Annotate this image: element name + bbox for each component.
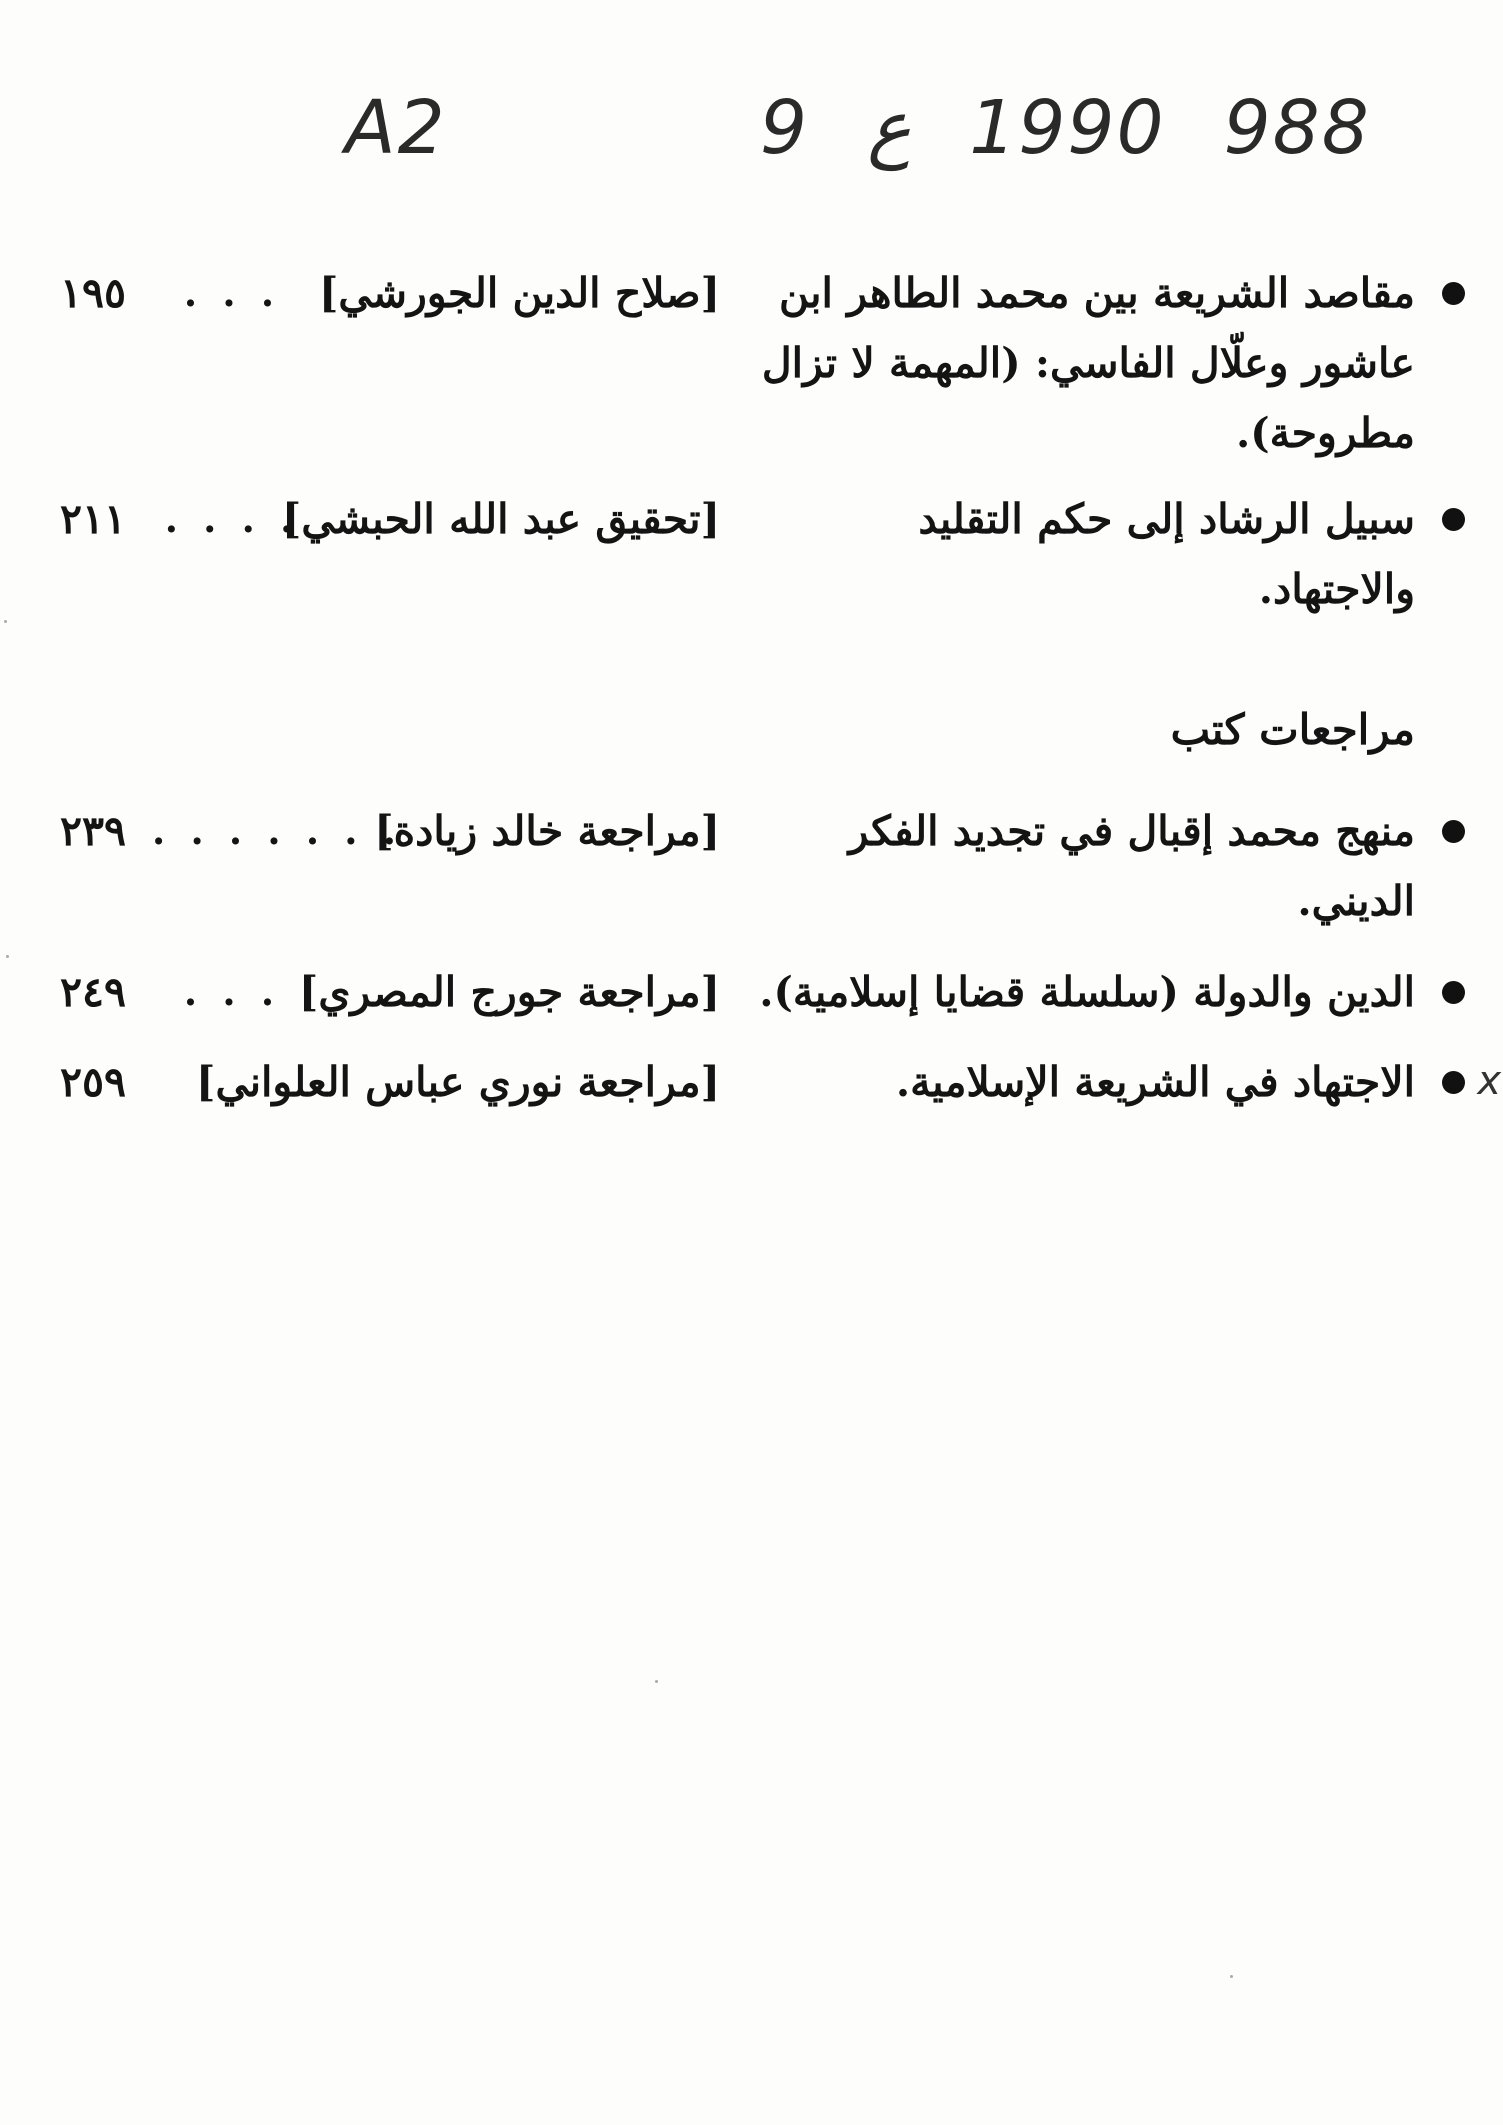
page-number: ٢٣٩ xyxy=(60,807,127,855)
handwritten-code: 988 xyxy=(1223,85,1371,171)
leader-dots: . . . xyxy=(183,270,281,315)
handwritten-issue-number: 9 xyxy=(760,85,810,171)
scan-speck xyxy=(1230,1975,1233,1978)
page-number: ٢٥٩ xyxy=(60,1058,127,1106)
leader-dots: . . . . xyxy=(164,496,300,541)
entry-author: [مراجعة خالد زيادة] xyxy=(374,807,720,855)
entry-title: الاجتهاد في الشريعة الإسلامية. xyxy=(895,1058,1415,1106)
entry-title: الدين والدولة (سلسلة قضايا إسلامية). xyxy=(759,968,1415,1016)
handwritten-margin-mark: x xyxy=(1477,1058,1501,1104)
page-number: ٢١١ xyxy=(60,495,127,543)
handwritten-annotation-left: A2 xyxy=(345,85,447,171)
entry-author: [مراجعة جورج المصري] xyxy=(298,968,720,1016)
bullet-icon xyxy=(1442,282,1465,305)
scan-speck xyxy=(4,620,7,623)
page-number: ١٩٥ xyxy=(60,269,127,317)
entry-author: [مراجعة نوري عباس العلواني] xyxy=(196,1058,720,1106)
entry-title: منهج محمد إقبال في تجديد الفكر الديني. xyxy=(848,807,1415,925)
handwritten-year: 1990 xyxy=(969,85,1166,171)
bullet-icon xyxy=(1442,820,1465,843)
section-heading: مراجعات كتب xyxy=(1170,705,1415,754)
scan-speck xyxy=(655,1680,658,1683)
bullet-icon xyxy=(1442,981,1465,1004)
leader-dots: . . . xyxy=(183,969,281,1014)
bullet-icon xyxy=(1442,508,1465,531)
entry-title: سبيل الرشاد إلى حكم التقليد والاجتهاد. xyxy=(918,495,1415,613)
entry-author: [تحقيق عبد الله الحبشي] xyxy=(281,495,720,543)
page-number: ٢٤٩ xyxy=(60,968,127,1016)
handwritten-annotation-right xyxy=(760,85,1371,175)
handwritten-letter: ع xyxy=(867,85,912,171)
scan-speck xyxy=(6,955,9,958)
bullet-icon xyxy=(1442,1071,1465,1094)
entry-author: [صلاح الدين الجورشي] xyxy=(319,269,720,317)
entry-title: مقاصد الشريعة بين محمد الطاهر ابن عاشور وعلّال الفاسي: (المهمة لا تزال مطروحة). xyxy=(761,269,1415,457)
leader-dots: . . . . . . . xyxy=(152,808,402,853)
